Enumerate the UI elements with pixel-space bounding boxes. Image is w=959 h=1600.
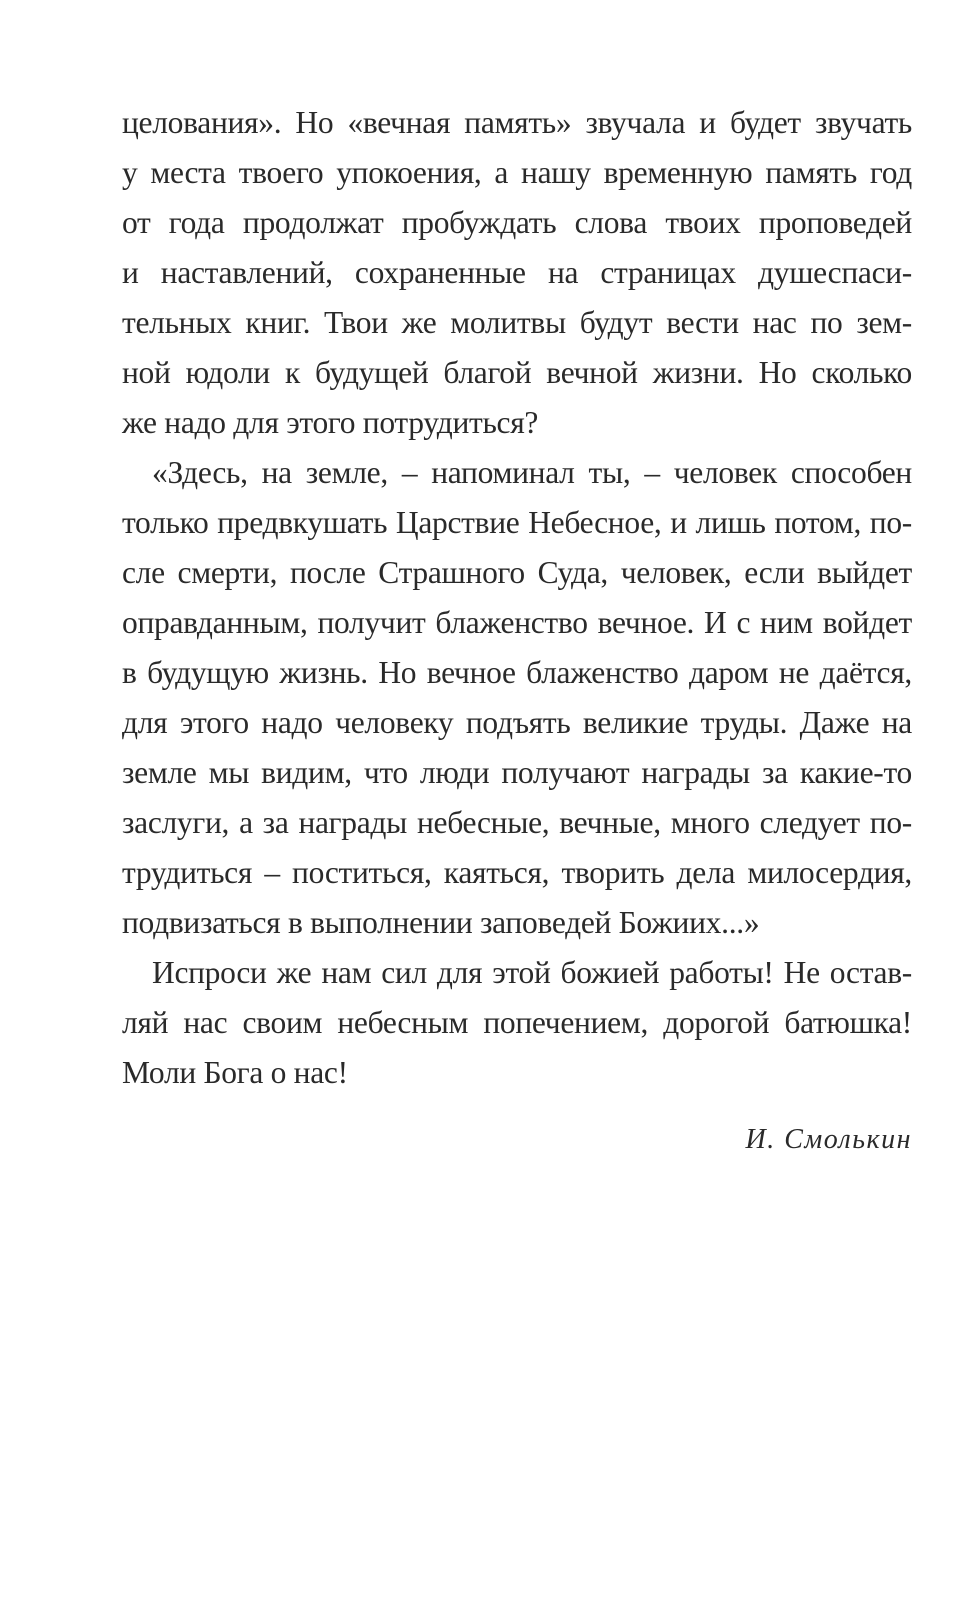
- paragraph: [122, 98, 912, 448]
- text-line: подвизаться в выполнении заповедей Божиих...»: [122, 905, 760, 940]
- text-line: Испроси же нам сил для этой божией работы! Не остав-: [152, 955, 912, 990]
- text-line: же надо для этого потрудиться?: [122, 405, 539, 440]
- text-line: Моли Бога о нас!: [122, 1055, 348, 1090]
- page-body: [122, 98, 912, 1098]
- text-line: «Здесь, на земле, – напоминал ты, – человек способен: [152, 455, 912, 490]
- text-line: от года продолжат пробуждать слова твоих проповедей: [122, 205, 912, 240]
- text-line: и наставлений, сохраненные на страницах душеспаси-: [122, 255, 912, 290]
- text-line: ляй нас своим небесным попечением, дорогой батюшка!: [122, 1005, 912, 1040]
- text-line: ной юдоли к будущей благой вечной жизни. Но сколько: [122, 355, 912, 390]
- text-line: оправданным, получит блаженство вечное. И с ним войдет: [122, 605, 912, 640]
- text-line: в будущую жизнь. Но вечное блаженство даром не даётся,: [122, 655, 912, 690]
- text-line: земле мы видим, что люди получают награды за какие-то: [122, 755, 912, 790]
- text-line: целования». Но «вечная память» звучала и будет звучать: [122, 105, 912, 140]
- text-line: трудиться – поститься, каяться, творить дела милосердия,: [122, 855, 912, 890]
- text-line: у места твоего упокоения, а нашу временную память год: [122, 155, 912, 190]
- text-line: только предвкушать Царствие Небесное, и лишь потом, по-: [122, 505, 912, 540]
- author-signature: И. Смолькин: [745, 1124, 912, 1155]
- paragraph: [122, 948, 912, 1098]
- paragraph: [122, 448, 912, 948]
- text-line: для этого надо человеку подъять великие труды. Даже на: [122, 705, 912, 740]
- text-line: сле смерти, после Страшного Суда, человек, если выйдет: [122, 555, 912, 590]
- text-line: тельных книг. Твои же молитвы будут вести нас по зем-: [122, 305, 912, 340]
- text-line: заслуги, а за награды небесные, вечные, много следует по-: [122, 805, 912, 840]
